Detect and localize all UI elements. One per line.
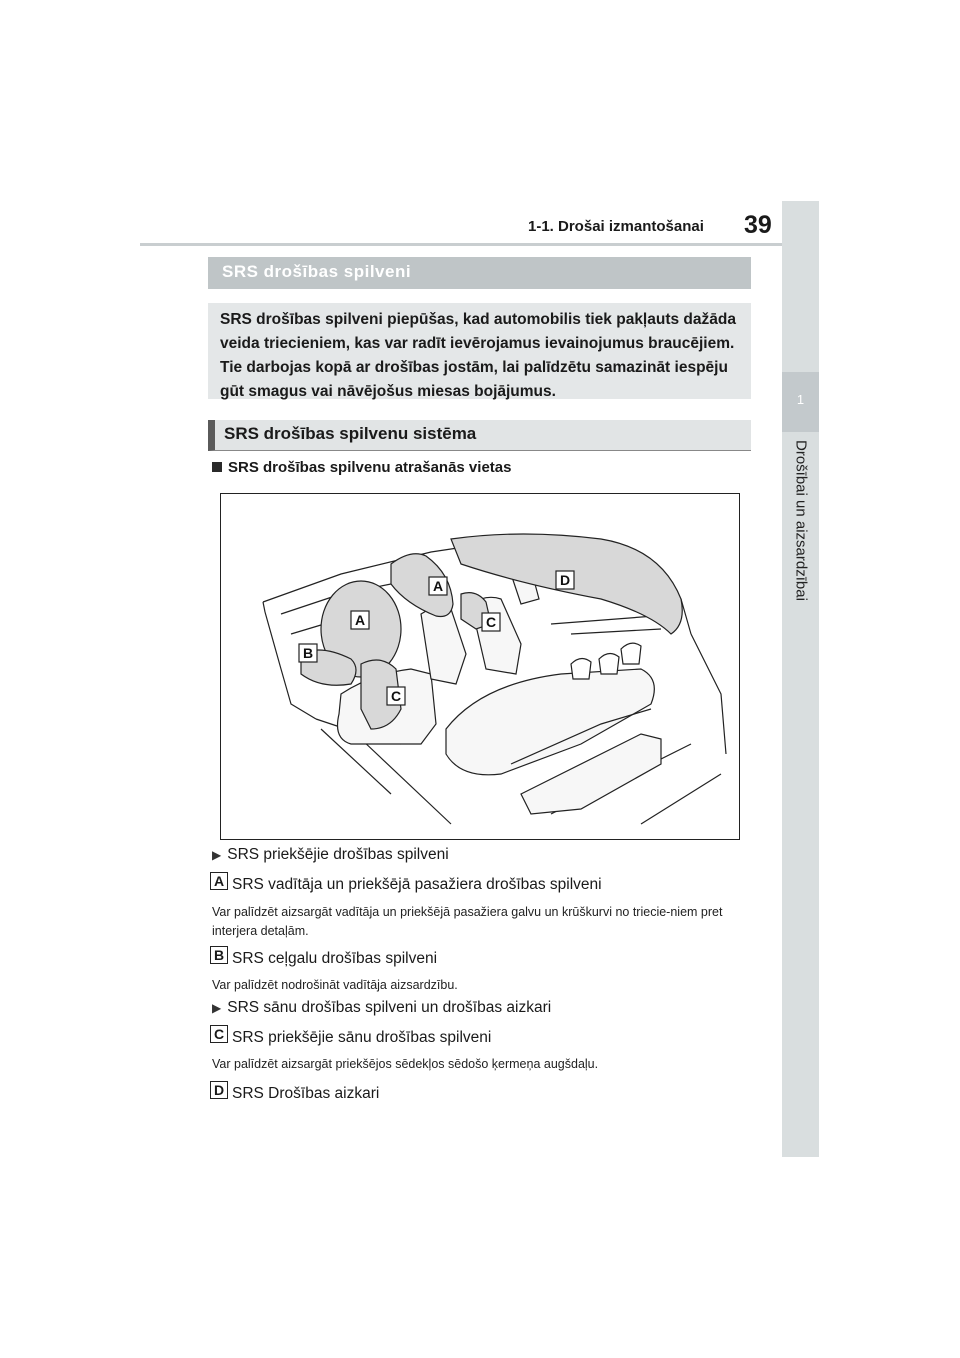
callout-c-passenger-side-label: C (485, 614, 497, 630)
banner-title: SRS drošības spilveni (222, 262, 412, 281)
callout-a-passenger-label: A (432, 578, 444, 594)
triangle-bullet-icon: ▶ (212, 848, 222, 862)
intro-box (208, 303, 751, 399)
callout-d-curtain-label: D (559, 572, 571, 588)
item-title-a: SRS vadītāja un priekšējā pasažiera drošības spilveni (232, 876, 602, 893)
subheading (208, 420, 751, 451)
item-label-d: D (210, 1081, 228, 1099)
airbag-diagram (220, 493, 740, 840)
group-side-airbags: ▶ SRS sānu drošības spilveni un drošības aizkari (212, 999, 552, 1016)
item-note-c: Var palīdzēt aizsargāt priekšējos sēdekļos sēdošo ķermeņa augšdaļu. (212, 1057, 599, 1071)
header-rule (140, 243, 782, 246)
car-interior-illustration (221, 494, 738, 838)
item-label-b: B (210, 946, 228, 964)
chapter-sidebar (782, 201, 819, 1157)
group-front-airbags: ▶ SRS priekšējie drošības spilveni (212, 846, 449, 863)
callout-a-driver-label: A (354, 612, 366, 628)
callout-b-knee-label: B (302, 645, 314, 661)
intro-text: SRS drošības spilveni piepūšas, kad automobilis tiek pakļauts dažāda veida triecieniem, kas var radīt ievērojamus ievainojumus braucējiem. Tie darbojas kopā ar drošības jostām, lai palīdzētu samazināt iespēju gūt smagus vai nāvējošus miesas bojājumus. (220, 311, 736, 400)
section-path: 1-1. Drošai izmantošanai (528, 218, 704, 235)
item-title-d: SRS Drošības aizkari (232, 1085, 380, 1102)
square-bullet-icon (212, 462, 222, 472)
callout-c-driver-side-label: C (390, 688, 402, 704)
chapter-title: Drošībai un aizsardzībai (792, 440, 810, 601)
section-banner (208, 257, 751, 289)
item-label-c: C (210, 1025, 228, 1043)
item-note-b: Var palīdzēt nodrošināt vadītāja aizsardzību. (212, 978, 458, 992)
item-note-a: Var palīdzēt aizsargāt vadītāja un priekšējā pasažiera galvu un krūškurvi no triecie-niem pret interjera detaļām. (212, 905, 723, 938)
triangle-bullet-icon: ▶ (212, 1001, 222, 1015)
chapter-number: 1 (796, 392, 805, 407)
item-label-a: A (210, 872, 228, 890)
item-title-b: SRS ceļgalu drošības spilveni (232, 950, 438, 967)
subheading-title: SRS drošības spilvenu sistēma (224, 424, 477, 443)
page-number: 39 (744, 211, 772, 239)
locations-heading: SRS drošības spilvenu atrašanās vietas (212, 459, 511, 476)
item-title-c: SRS priekšējie sānu drošības spilveni (232, 1029, 492, 1046)
